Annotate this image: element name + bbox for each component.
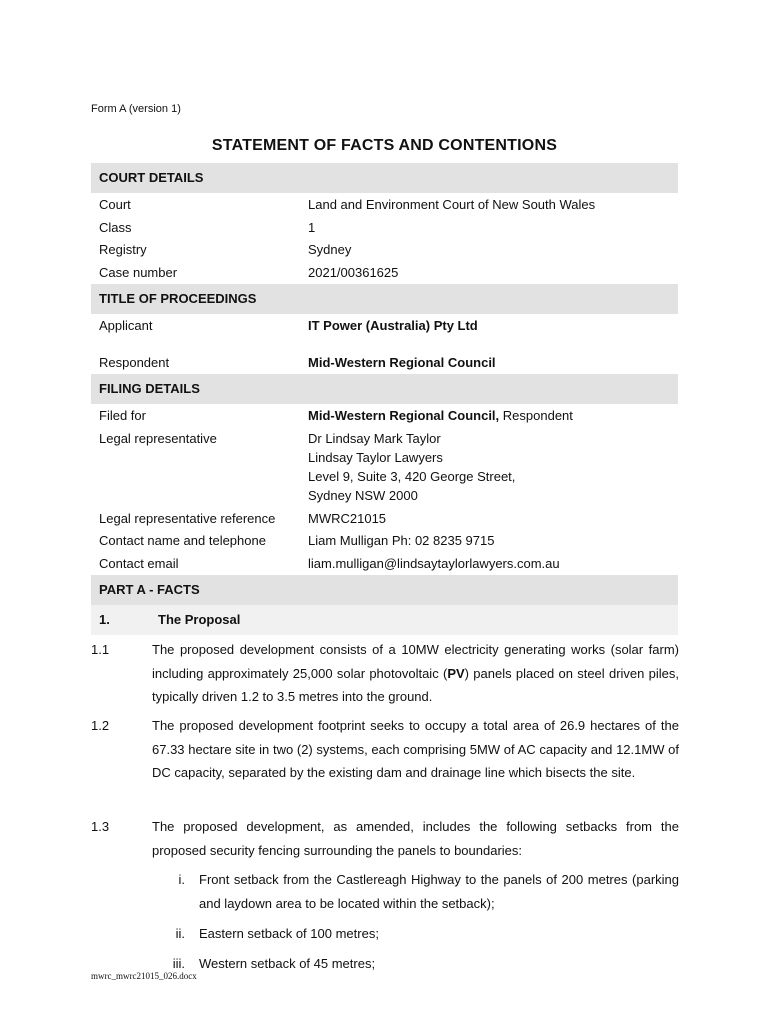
- section-heading-part-a: PART A - FACTS: [91, 575, 678, 605]
- subitem-text: Western setback of 45 metres;: [199, 956, 376, 971]
- respondent-label: Respondent: [99, 355, 170, 370]
- section-heading-filing-details: FILING DETAILS: [91, 374, 678, 404]
- subitem-number: ii.: [175, 926, 185, 941]
- applicant-label: Applicant: [99, 318, 153, 333]
- class-label: Class: [99, 220, 132, 235]
- paragraph-number: 1.1: [91, 642, 110, 657]
- case-number-label: Case number: [99, 265, 178, 280]
- case-number-value: 2021/00361625: [308, 265, 399, 280]
- filed-for-role: Respondent: [499, 408, 573, 423]
- paragraph-text-a: The proposed development consists of a 10MW electricity generating works (solar farm) including approximately 25,000 solar photovoltaic (: [152, 642, 679, 681]
- subitem-number: iii.: [172, 956, 185, 971]
- court-label: Court: [99, 197, 131, 212]
- contact-label: Contact name and telephone: [99, 533, 266, 548]
- email-value: liam.mulligan@lindsaytaylorlawyers.com.au: [308, 556, 560, 571]
- paragraph-text-b: ) panels placed on steel driven piles, typically driven 1.2 to 3.5 metres into the ground.: [152, 665, 680, 704]
- form-version: Form A (version 1): [91, 103, 181, 115]
- document-title: STATEMENT OF FACTS AND CONTENTIONS: [211, 137, 558, 154]
- respondent-value: Mid-Western Regional Council: [308, 355, 496, 370]
- registry-label: Registry: [99, 242, 147, 257]
- paragraph-number: 1.2: [91, 718, 110, 733]
- filed-for-value: [308, 406, 573, 425]
- legal-rep-line: Lindsay Taylor Lawyers: [308, 450, 443, 465]
- class-value: 1: [308, 220, 316, 235]
- subitem-text: Front setback from the Castlereagh Highway to the panels of 200 metres (parking and laydown area to be located within the setback);: [199, 872, 679, 911]
- paragraph-text-bold: PV: [447, 665, 465, 681]
- legal-representative-label: Legal representative: [99, 431, 217, 446]
- paragraph-number: 1.3: [91, 819, 110, 834]
- legal-rep-line: Dr Lindsay Mark Taylor: [308, 431, 441, 446]
- filed-for-label: Filed for: [99, 408, 146, 423]
- proposal-heading: [91, 605, 678, 635]
- subitem-number: i.: [178, 872, 185, 887]
- legal-rep-line: Level 9, Suite 3, 420 George Street,: [308, 469, 516, 484]
- section-heading-title-of-proceedings: TITLE OF PROCEEDINGS: [91, 284, 678, 314]
- court-value: Land and Environment Court of New South Wales: [308, 197, 596, 212]
- contact-value: Liam Mulligan Ph: 02 8235 9715: [308, 533, 495, 548]
- footer-filename: mwrc_mwrc21015_026.docx: [91, 971, 197, 981]
- paragraph-text: The proposed development footprint seeks to occupy a total area of 26.9 hectares of the 67.33 hectare site in two (2) systems, each comprising 5MW of AC capacity and 12.1MW of DC capacity, separated by the existing dam and drainage line which bisects the site.: [152, 718, 679, 780]
- legal-rep-line: Sydney NSW 2000: [308, 488, 418, 503]
- paragraph-text: The proposed development, as amended, includes the following setbacks from the proposed security fencing surrounding the panels to boundaries:: [152, 819, 679, 858]
- legal-rep-reference-label: Legal representative reference: [99, 511, 276, 526]
- legal-representative-value: [308, 429, 515, 505]
- paragraph-text: [152, 638, 679, 709]
- registry-value: Sydney: [308, 242, 352, 257]
- subitem-text: Eastern setback of 100 metres;: [199, 926, 379, 941]
- proposal-title: The Proposal: [158, 612, 241, 627]
- email-label: Contact email: [99, 556, 179, 571]
- legal-rep-reference-value: MWRC21015: [308, 511, 387, 526]
- proposal-number: 1.: [99, 612, 110, 627]
- applicant-value: IT Power (Australia) Pty Ltd: [308, 318, 478, 333]
- section-heading-court-details: COURT DETAILS: [91, 163, 678, 193]
- filed-for-party: Mid-Western Regional Council,: [308, 408, 500, 423]
